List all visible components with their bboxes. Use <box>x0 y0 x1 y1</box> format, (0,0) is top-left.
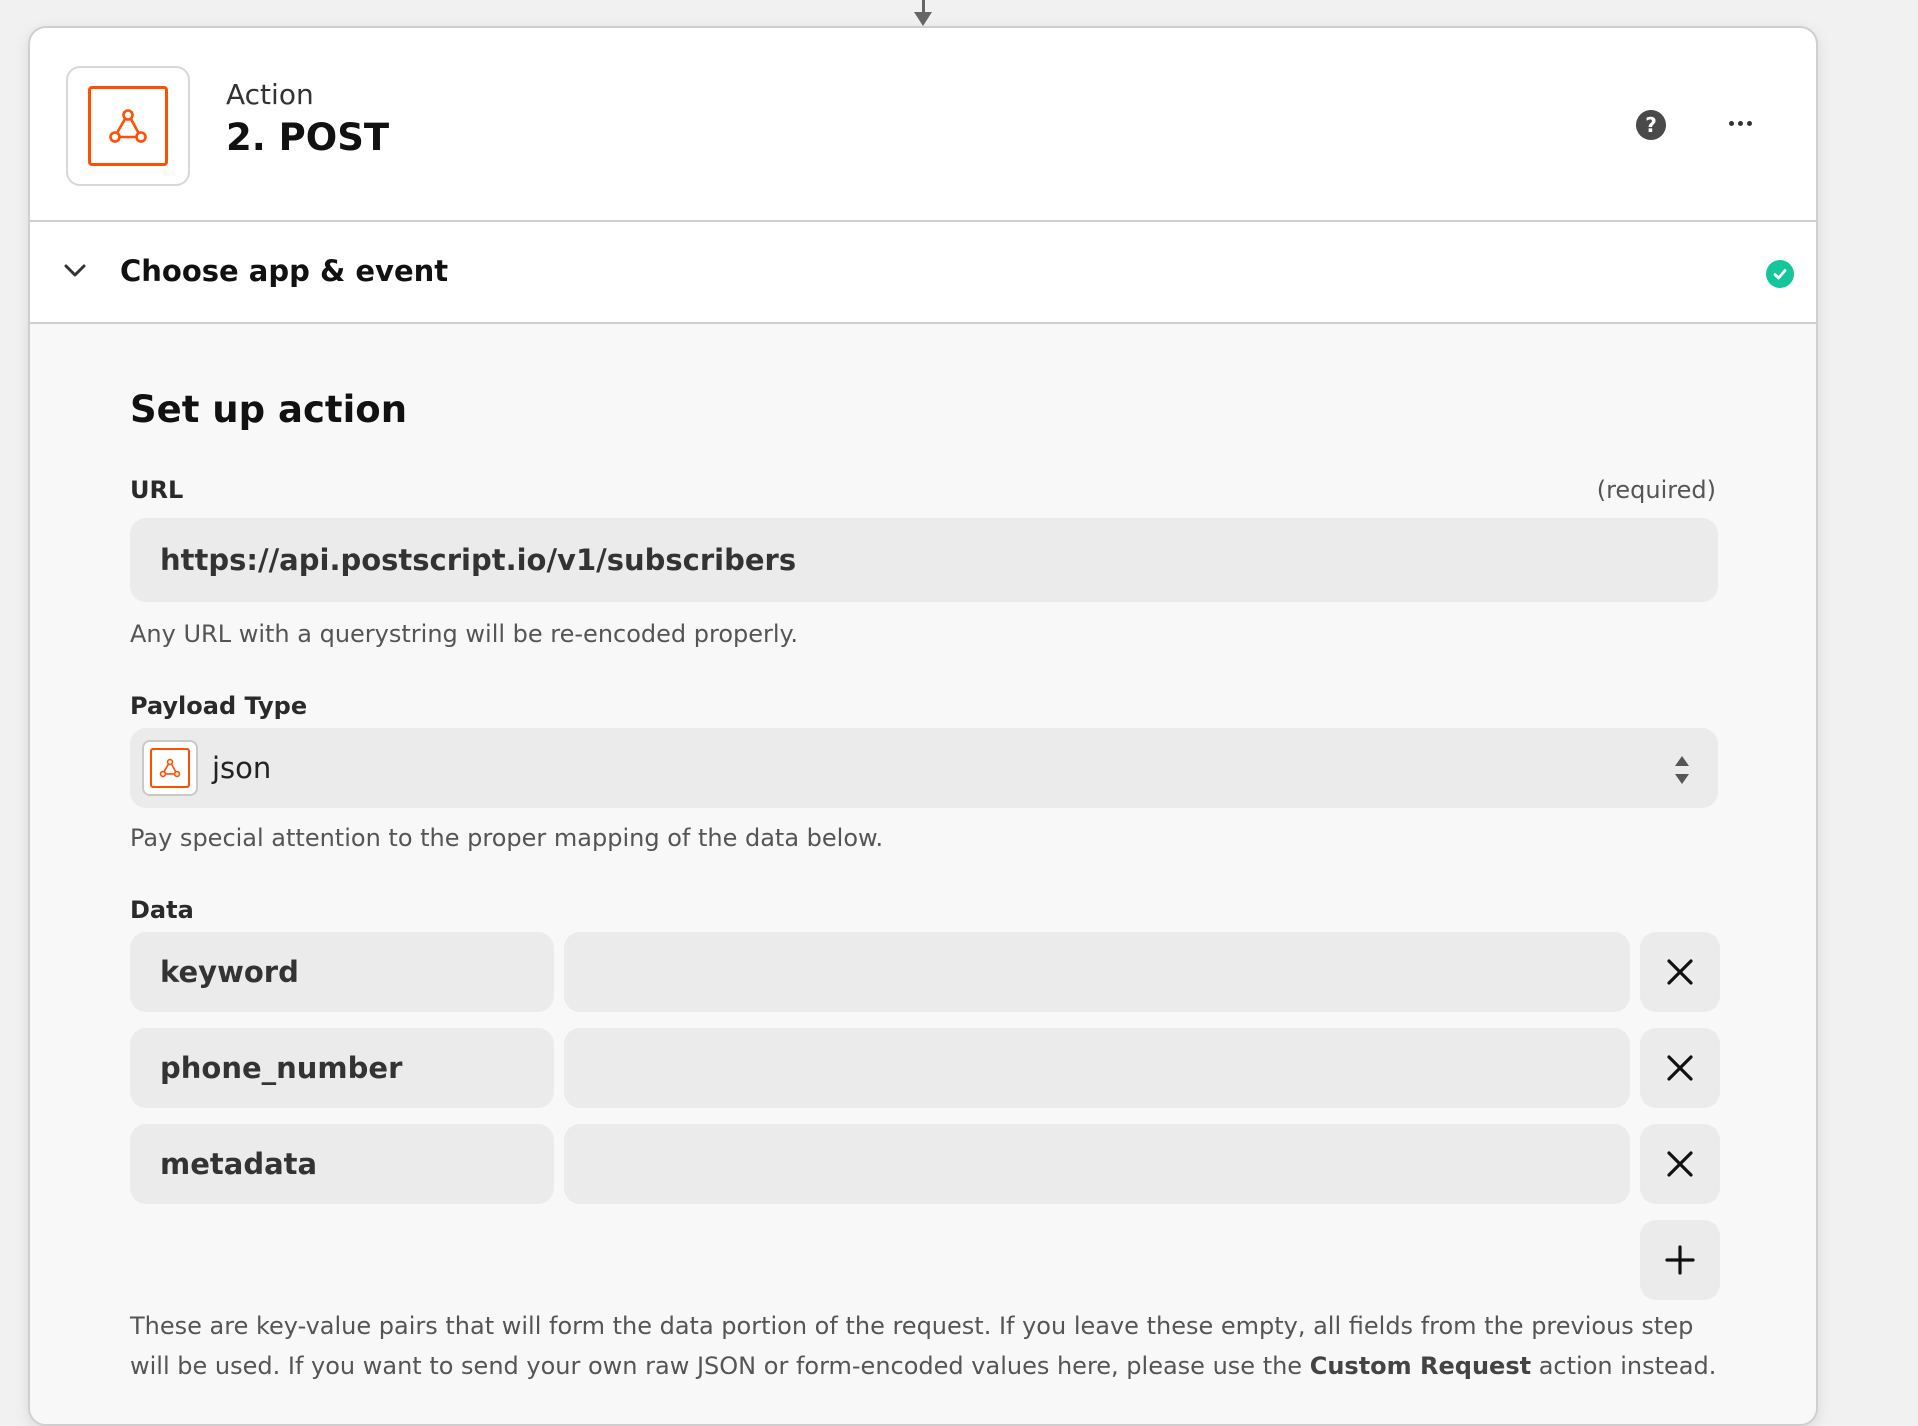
step-header <box>30 28 1816 222</box>
remove-row-button[interactable] <box>1640 932 1720 1012</box>
url-field[interactable]: https://api.postscript.io/v1/subscribers <box>130 518 1718 602</box>
app-icon-tile[interactable] <box>66 66 190 186</box>
url-required-hint: (required) <box>1596 476 1716 504</box>
close-icon <box>1664 1052 1696 1084</box>
payload-type-value: json <box>212 751 272 785</box>
payload-type-select[interactable] <box>130 728 1718 808</box>
check-circle-icon <box>1766 260 1794 288</box>
data-value-field[interactable] <box>564 1028 1630 1108</box>
webhook-icon <box>150 748 190 788</box>
payload-help-text: Pay special attention to the proper mapping of the data below. <box>130 824 884 852</box>
plus-icon <box>1664 1244 1696 1276</box>
data-key-field[interactable]: phone_number <box>130 1028 554 1108</box>
question-circle-icon[interactable]: ? <box>1636 110 1666 140</box>
setup-title: Set up action <box>130 388 408 431</box>
remove-row-button[interactable] <box>1640 1028 1720 1108</box>
add-row-button[interactable] <box>1640 1220 1720 1300</box>
data-key-field[interactable]: keyword <box>130 932 554 1012</box>
close-icon <box>1664 1148 1696 1180</box>
flow-connector-arrow-icon <box>914 12 932 26</box>
data-label: Data <box>130 896 194 924</box>
chevron-down-icon[interactable] <box>60 256 90 286</box>
action-step-card <box>28 26 1818 1426</box>
data-help-text-part1: These are key-value pairs that will form the data portion of the request. If you leave these empty, all fields from the previous step will be used. If you want to send your own raw JSON or form-encoded values here, please use the <box>130 1312 1694 1380</box>
data-help-text <box>130 1306 1730 1386</box>
data-key-field[interactable]: metadata <box>130 1124 554 1204</box>
select-updown-icon <box>1672 752 1692 788</box>
data-value-field[interactable] <box>564 1124 1630 1204</box>
step-kicker: Action <box>226 78 314 111</box>
select-app-icon <box>142 740 198 796</box>
webhook-icon <box>88 86 168 166</box>
remove-row-button[interactable] <box>1640 1124 1720 1204</box>
custom-request-link-text: Custom Request <box>1309 1352 1532 1380</box>
close-icon <box>1664 956 1696 988</box>
choose-app-event-section[interactable] <box>30 222 1816 324</box>
step-title: 2. POST <box>226 116 390 159</box>
section-title[interactable]: Choose app & event <box>120 254 449 288</box>
ellipsis-icon[interactable] <box>1720 108 1760 138</box>
url-label: URL <box>130 476 184 504</box>
url-help-text: Any URL with a querystring will be re-encoded properly. <box>130 620 798 648</box>
payload-type-label: Payload Type <box>130 692 308 720</box>
data-help-text-part2: action instead. <box>1531 1352 1717 1380</box>
setup-action-panel <box>30 324 1816 1424</box>
data-value-field[interactable] <box>564 932 1630 1012</box>
